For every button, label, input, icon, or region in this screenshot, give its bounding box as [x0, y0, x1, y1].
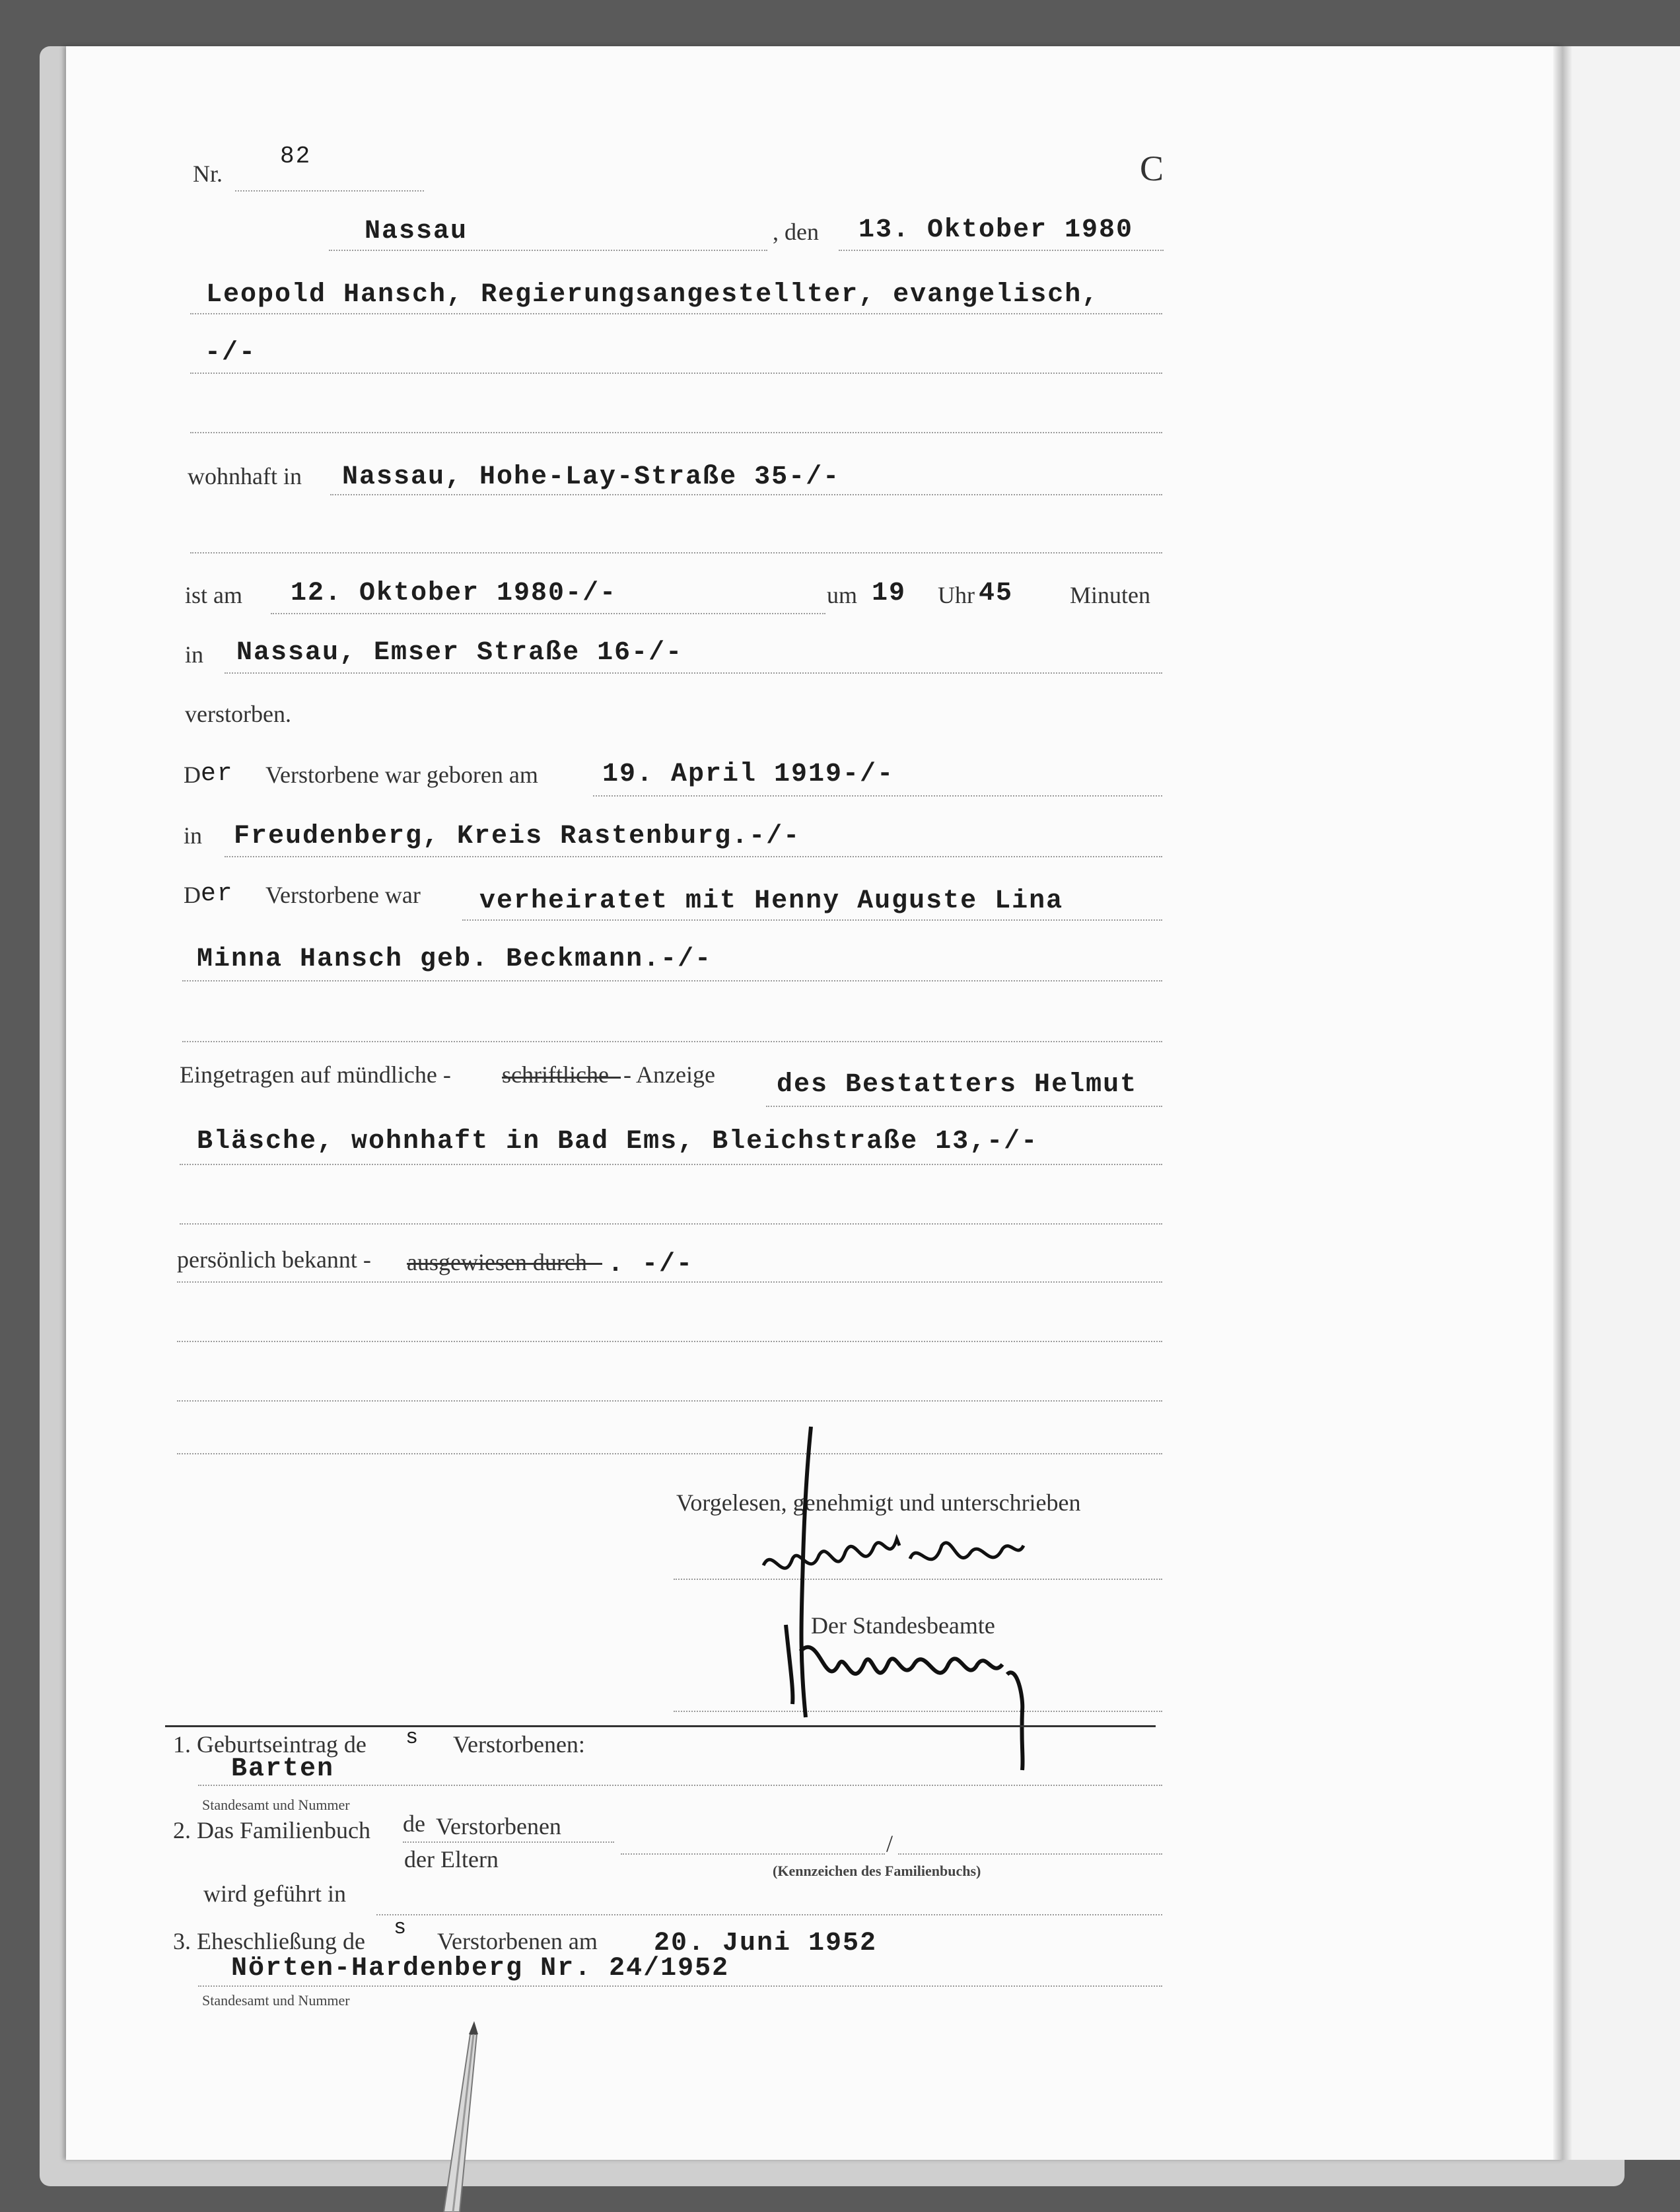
wird-gefuehrt-label: wird geführt in — [203, 1880, 346, 1907]
blank-rule-1 — [190, 432, 1162, 433]
familienbuch-slash: / — [886, 1830, 893, 1857]
strikethrough-ausgewiesen — [407, 1263, 602, 1265]
death-date-rule — [271, 613, 825, 614]
birth-registry: Barten — [231, 1754, 335, 1784]
marital-line-1: verheiratet mit Henny Auguste Lina — [479, 886, 1064, 916]
registrar-label: Der Standesbeamte — [811, 1612, 995, 1639]
ist-am-label: ist am — [185, 582, 242, 608]
birth-date: 19. April 1919-/- — [602, 760, 895, 789]
verheiratet-label: Verstorbene war — [265, 882, 421, 908]
page-gutter — [1553, 46, 1572, 2160]
familienbuch-rule-a — [621, 1853, 885, 1855]
marriage-registry-rule — [198, 1985, 1162, 1987]
death-place-rule — [225, 672, 1162, 674]
struck-schriftliche: schriftliche — [502, 1061, 609, 1088]
geburtseintrag-label: 1. Geburtseintrag de — [173, 1731, 367, 1758]
der-prefix-2: D — [184, 882, 201, 908]
report-rule-1 — [766, 1106, 1162, 1107]
den-label: , den — [773, 219, 819, 245]
struck-ausgewiesen: ausgewiesen durch — [407, 1249, 587, 1275]
item3-typed-s: s — [394, 1915, 408, 1940]
kennzeichen-label: (Kennzeichen des Familienbuchs) — [773, 1863, 981, 1879]
standesamt-label-1: Standesamt und Nummer — [202, 1797, 350, 1813]
familienbuch-eltern: der Eltern — [404, 1846, 499, 1873]
death-place: Nassau, Emser Straße 16-/- — [236, 638, 683, 668]
geboren-label: Verstorbene war geboren am — [265, 762, 538, 788]
death-date: 12. Oktober 1980-/- — [291, 579, 617, 608]
handwritten-signatures — [746, 1413, 1116, 1783]
birth-place: Freudenberg, Kreis Rastenburg.-/- — [234, 822, 801, 851]
date-line — [839, 250, 1164, 251]
identity-rule — [177, 1281, 1162, 1283]
registration-place: Nassau — [365, 217, 468, 246]
register-letter: C — [1140, 149, 1164, 188]
marital-rule-1 — [462, 919, 1162, 921]
declarant-line-2-rule — [190, 373, 1162, 374]
familienbuch-divider — [403, 1841, 614, 1843]
item1-verstorbenen: Verstorbenen: — [453, 1731, 585, 1758]
strikethrough-schriftliche — [502, 1077, 621, 1079]
report-line-2: Bläsche, wohnhaft in Bad Ems, Bleichstraße 13,-/- — [197, 1127, 1039, 1157]
verstorben-label: verstorben. — [185, 701, 291, 727]
um-label: um — [827, 582, 858, 608]
address-rule — [330, 494, 1162, 495]
marriage-date: 20. Juni 1952 — [654, 1929, 878, 1958]
marriage-registry: Nörten-Hardenberg Nr. 24/1952 — [231, 1954, 730, 1983]
eheschliessung-label: 3. Eheschließung de — [173, 1928, 365, 1954]
in-label: in — [185, 641, 204, 668]
der-typed-2: er — [201, 880, 234, 908]
item1-typed-s: s — [405, 1725, 420, 1750]
death-minutes: 45 — [979, 579, 1014, 608]
nr-line — [235, 190, 424, 192]
marital-rule-2 — [182, 980, 1162, 981]
declarant-address: Nassau, Hohe-Lay-Straße 35-/- — [342, 462, 841, 492]
declarant-line-2: -/- — [205, 338, 257, 368]
blank-rule-4 — [180, 1223, 1162, 1225]
standesamt-label-3: Standesamt und Nummer — [202, 1992, 350, 2009]
birth-date-rule — [593, 795, 1162, 797]
report-line-1: des Bestatters Helmut — [777, 1070, 1138, 1100]
declarant-line-1: Leopold Hansch, Regierungsangestellter, evangelisch, — [206, 280, 1100, 310]
eingetragen-label: Eingetragen auf mündliche - — [180, 1061, 451, 1088]
vorgelesen-label: Vorgelesen, genehmigt und unterschrieben — [676, 1489, 1081, 1516]
blank-rule-2 — [190, 552, 1162, 553]
birth-place-rule — [225, 856, 1162, 857]
minuten-label: Minuten — [1070, 582, 1150, 608]
registration-date: 13. Oktober 1980 — [858, 215, 1134, 245]
blank-rule-3 — [182, 1041, 1162, 1042]
anzeige-label: - Anzeige — [623, 1061, 715, 1088]
death-hour: 19 — [872, 579, 907, 608]
wird-gefuehrt-rule — [376, 1914, 1162, 1915]
item3-verstorbenen-am: Verstorbenen am — [437, 1928, 598, 1954]
familienbuch-de: de — [403, 1810, 425, 1837]
declarant-line-1-rule — [190, 313, 1162, 314]
pen-pointer — [396, 2021, 489, 2212]
birth-in-label: in — [184, 822, 203, 849]
uhr-label: Uhr — [938, 582, 975, 608]
blank-rule-6 — [177, 1400, 1162, 1402]
report-rule-2 — [180, 1164, 1162, 1165]
entry-number: 82 — [280, 143, 312, 170]
identity-typed: . -/- — [608, 1250, 694, 1279]
place-line — [329, 250, 767, 251]
der-prefix-1: D — [184, 762, 201, 788]
next-page-edge — [1566, 46, 1680, 2160]
bekannt-label: persönlich bekannt - — [177, 1246, 371, 1273]
wohnhaft-label: wohnhaft in — [188, 463, 302, 489]
blank-rule-5 — [177, 1341, 1162, 1342]
nr-label: Nr. — [193, 161, 223, 187]
familienbuch-rule-b — [898, 1853, 1162, 1855]
marital-line-2: Minna Hansch geb. Beckmann.-/- — [197, 945, 713, 974]
footer-separator — [165, 1725, 1156, 1727]
familienbuch-verstorbenen: Verstorbenen — [436, 1813, 561, 1839]
der-typed-1: er — [201, 760, 234, 788]
birth-registry-rule — [198, 1785, 1162, 1786]
familienbuch-label: 2. Das Familienbuch — [173, 1817, 370, 1843]
